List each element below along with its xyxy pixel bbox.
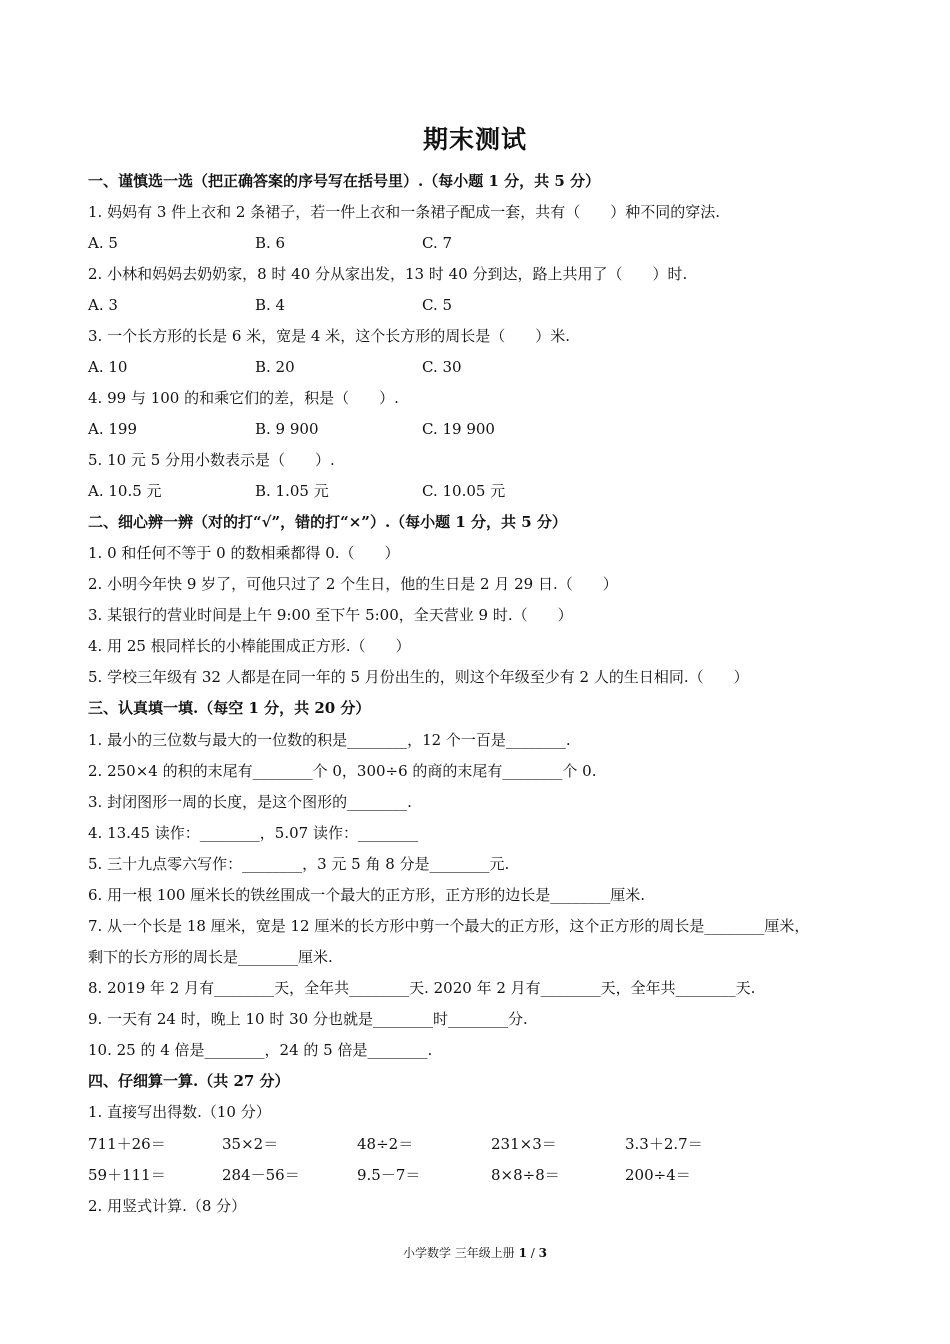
option-c: C. 7 [422,234,453,252]
calc-expression: 59＋111＝ [88,1166,166,1184]
calc-expression: 200÷4＝ [625,1166,691,1184]
option-a: A. 10 [88,358,128,376]
option-c: C. 19 900 [422,420,495,438]
question-text: 4. 99 与 100 的和乘它们的差，积是（ ）. [88,389,399,407]
option-a: A. 199 [88,420,137,438]
fill-item: 3. 封闭图形一周的长度，是这个图形的________. [88,793,412,811]
page-total: 3 [538,1246,548,1260]
fill-item: 6. 用一根 100 厘米长的铁丝围成一个最大的正方形，正方形的边长是________厘米. [88,886,646,904]
judge-item: 1. 0 和任何不等于 0 的数相乘都得 0.（ ） [88,544,400,562]
section-1-header: 一、谨慎选一选（把正确答案的序号写在括号里）.（每小题 1 分，共 5 分） [88,172,600,190]
calc-expression: 231×3＝ [491,1135,557,1153]
question-text: 3. 一个长方形的长是 6 米，宽是 4 米，这个长方形的周长是（ ）米. [88,327,571,345]
subsection-direct-calc: 1. 直接写出得数.（10 分） [88,1103,271,1121]
judge-item: 5. 学校三年级有 32 人都是在同一年的 5 月份出生的，则这个年级至少有 2 人的生日相同.（ ） [88,668,749,686]
question-text: 2. 小林和妈妈去奶奶家，8 时 40 分从家出发，13 时 40 分到达，路上共用了（ ）时. [88,265,688,283]
judge-item: 3. 某银行的营业时间是上午 9:00 至下午 5:00，全天营业 9 时.（ ） [88,606,573,624]
fill-item: 9. 一天有 24 时，晚上 10 时 30 分也就是________时________分. [88,1010,528,1028]
fill-item-continued: 剩下的长方形的周长是________厘米. [88,948,333,966]
option-b: B. 20 [255,358,295,376]
option-c: C. 10.05 元 [422,482,506,500]
option-a: A. 10.5 元 [88,482,162,500]
option-b: B. 6 [255,234,286,252]
subsection-vertical-calc: 2. 用竖式计算.（8 分） [88,1197,247,1215]
fill-item: 5. 三十九点零六写作：________，3 元 5 角 8 分是________元. [88,855,510,873]
option-b: B. 1.05 元 [255,482,329,500]
section-4-header: 四、仔细算一算.（共 27 分） [88,1072,290,1090]
judge-item: 2. 小明今年快 9 岁了，可他只过了 2 个生日，他的生日是 2 月 29 日.（ ） [88,575,618,593]
calc-expression: 35×2＝ [222,1135,279,1153]
option-b: B. 4 [255,296,286,314]
question-text: 5. 10 元 5 分用小数表示是（ ）. [88,451,335,469]
fill-item: 7. 从一个长是 18 厘米，宽是 12 厘米的长方形中剪一个最大的正方形，这个正方形的周长是________厘米， [88,917,810,935]
question-text: 1. 妈妈有 3 件上衣和 2 条裙子，若一件上衣和一条裙子配成一套，共有（ ）种不同的穿法. [88,203,721,221]
footer-label: 小学数学 三年级上册 [402,1246,519,1260]
fill-item: 10. 25 的 4 倍是________，24 的 5 倍是________. [88,1041,433,1059]
judge-item: 4. 用 25 根同样长的小棒能围成正方形.（ ） [88,637,411,655]
page-title: 期末测试 [422,125,527,154]
fill-item: 8. 2019 年 2 月有________天，全年共________天. 2020 年 2 月有________天，全年共________天. [88,979,756,997]
page-separator: / [526,1246,539,1260]
section-2-header: 二、细心辨一辨（对的打“√”，错的打“×”）.（每小题 1 分，共 5 分） [88,513,567,531]
fill-item: 4. 13.45 读作：________，5.07 读作：________ [88,824,418,842]
option-a: A. 3 [88,296,118,314]
section-3-header: 三、认真填一填.（每空 1 分，共 20 分） [88,699,371,717]
fill-item: 1. 最小的三位数与最大的一位数的积是________，12 个一百是________. [88,731,571,749]
calc-expression: 8×8÷8＝ [491,1166,560,1184]
option-c: C. 5 [422,296,453,314]
option-b: B. 9 900 [255,420,319,438]
page-footer [0,1244,950,1261]
option-a: A. 5 [88,234,118,252]
calc-expression: 3.3＋2.7＝ [625,1135,703,1153]
calc-expression: 711＋26＝ [88,1135,166,1153]
calc-expression: 284－56＝ [222,1166,300,1184]
option-c: C. 30 [422,358,462,376]
fill-item: 2. 250×4 的积的末尾有________个 0，300÷6 的商的末尾有________个 0. [88,762,597,780]
page-current: 1 [518,1246,527,1260]
calc-expression: 48÷2＝ [357,1135,414,1153]
calc-expression: 9.5－7＝ [357,1166,421,1184]
